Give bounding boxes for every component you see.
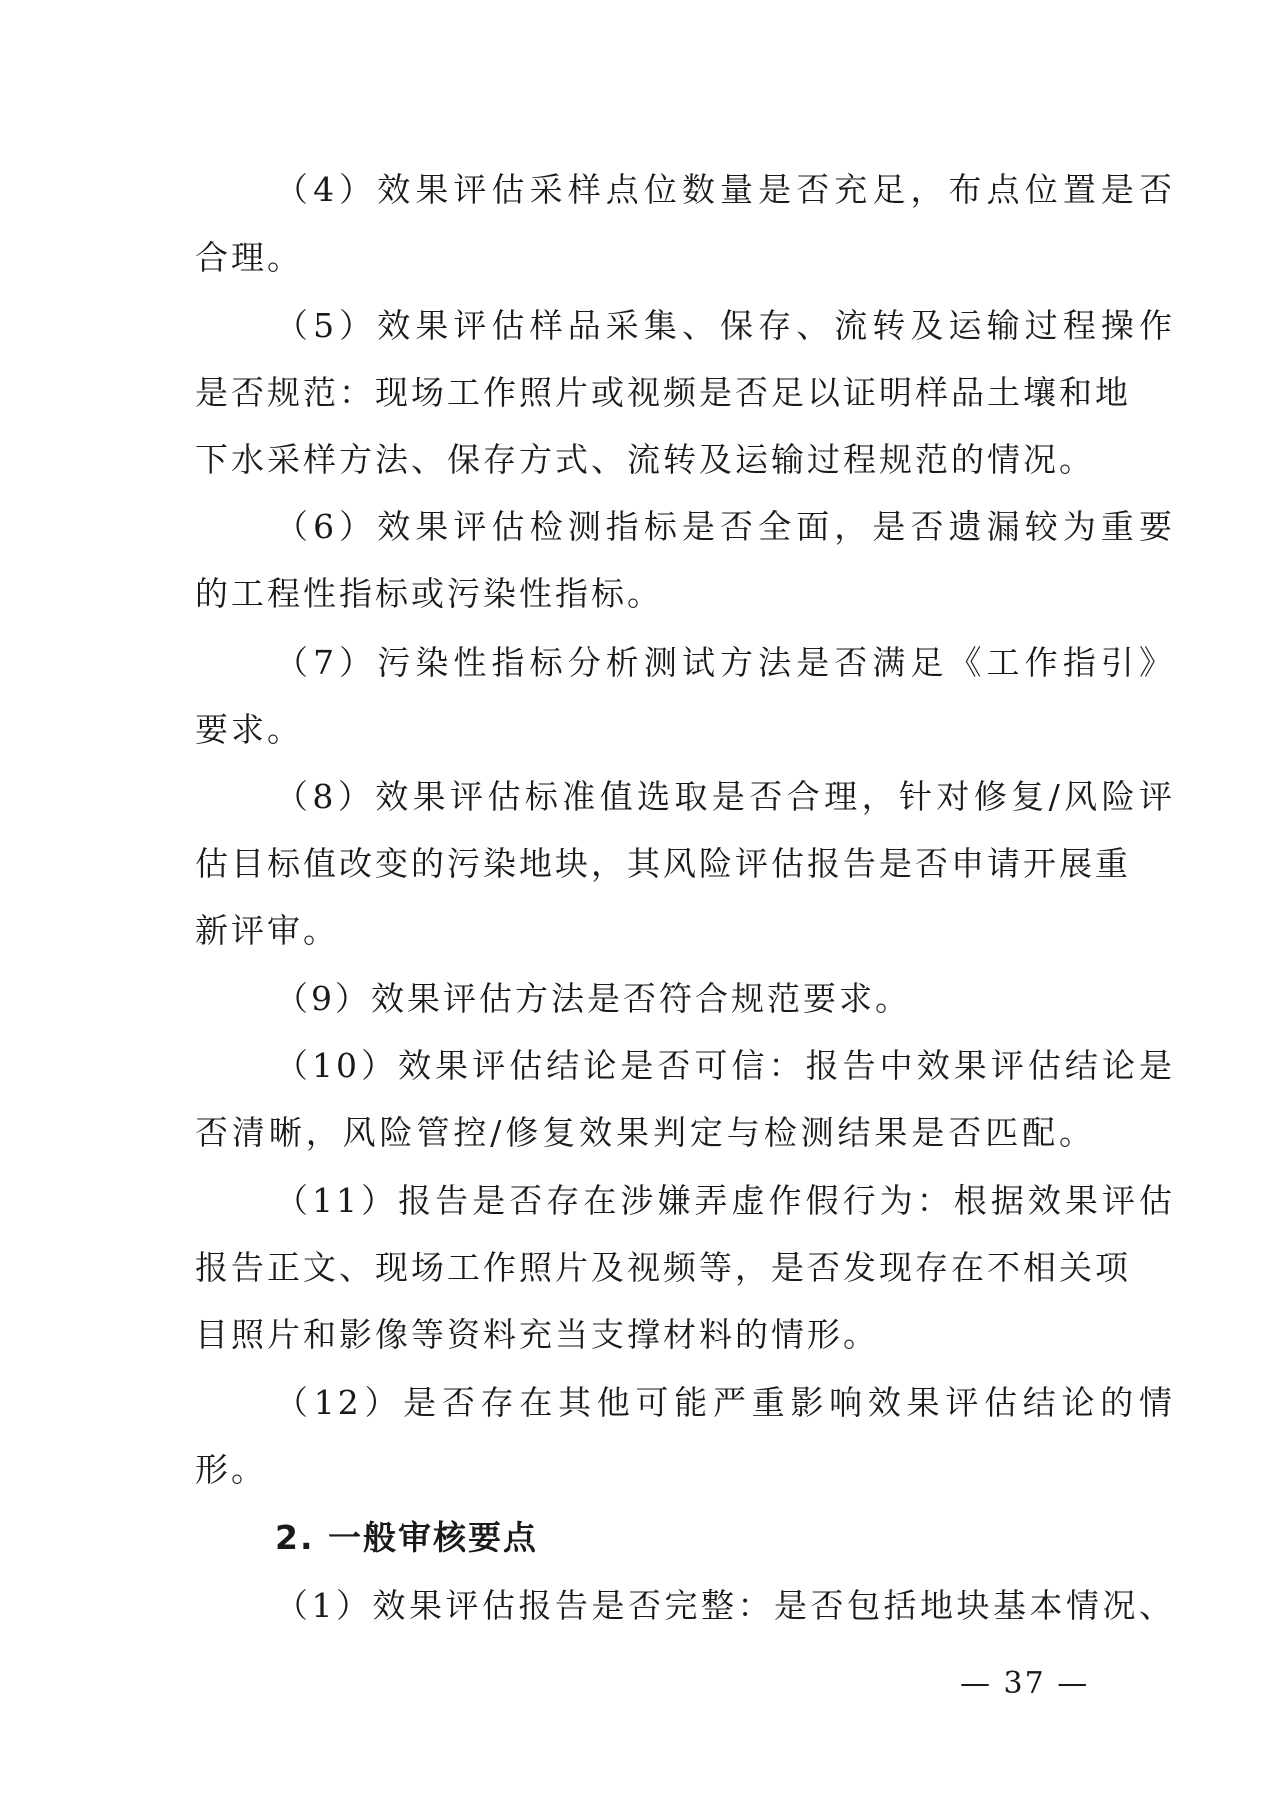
page-number: — 37 — [960, 1666, 1090, 1701]
paragraph-5-line-1: （5）效果评估样品采集、保存、流转及运输过程操作 [275, 306, 1175, 345]
section-heading: 2. 一般审核要点 [275, 1518, 538, 1557]
paragraph-10-line-1: （10）效果评估结论是否可信：报告中效果评估结论是 [275, 1046, 1175, 1085]
general-point-1-line-1: （1）效果评估报告是否完整：是否包括地块基本情况、 [275, 1586, 1175, 1625]
paragraph-11-line-2: 报告正文、现场工作照片及视频等，是否发现存在不相关项 [195, 1248, 1131, 1287]
paragraph-4-line-1: （4）效果评估采样点位数量是否充足，布点位置是否 [275, 170, 1175, 209]
paragraph-4-line-2: 合理。 [195, 238, 303, 277]
paragraph-8-line-2: 估目标值改变的污染地块，其风险评估报告是否申请开展重 [195, 844, 1131, 883]
paragraph-6-line-2: 的工程性指标或污染性指标。 [195, 574, 663, 613]
paragraph-7-line-1: （7）污染性指标分析测试方法是否满足《工作指引》 [275, 643, 1175, 682]
paragraph-10-line-2: 否清晰，风险管控/修复效果判定与检测结果是否匹配。 [195, 1113, 1095, 1152]
paragraph-8-line-3: 新评审。 [195, 911, 339, 950]
paragraph-9-line-1: （9）效果评估方法是否符合规范要求。 [275, 979, 911, 1018]
paragraph-12-line-2: 形。 [195, 1450, 267, 1489]
paragraph-11-line-1: （11）报告是否存在涉嫌弄虚作假行为：根据效果评估 [275, 1181, 1175, 1220]
paragraph-7-line-2: 要求。 [195, 710, 303, 749]
paragraph-11-line-3: 目照片和影像等资料充当支撑材料的情形。 [195, 1315, 879, 1354]
paragraph-8-line-1: （8）效果评估标准值选取是否合理，针对修复/风险评 [275, 777, 1175, 816]
paragraph-5-line-2: 是否规范：现场工作照片或视频是否足以证明样品土壤和地 [195, 373, 1131, 412]
paragraph-6-line-1: （6）效果评估检测指标是否全面，是否遗漏较为重要 [275, 507, 1175, 546]
paragraph-5-line-3: 下水采样方法、保存方式、流转及运输过程规范的情况。 [195, 440, 1095, 479]
paragraph-12-line-1: （12）是否存在其他可能严重影响效果评估结论的情 [275, 1383, 1175, 1422]
